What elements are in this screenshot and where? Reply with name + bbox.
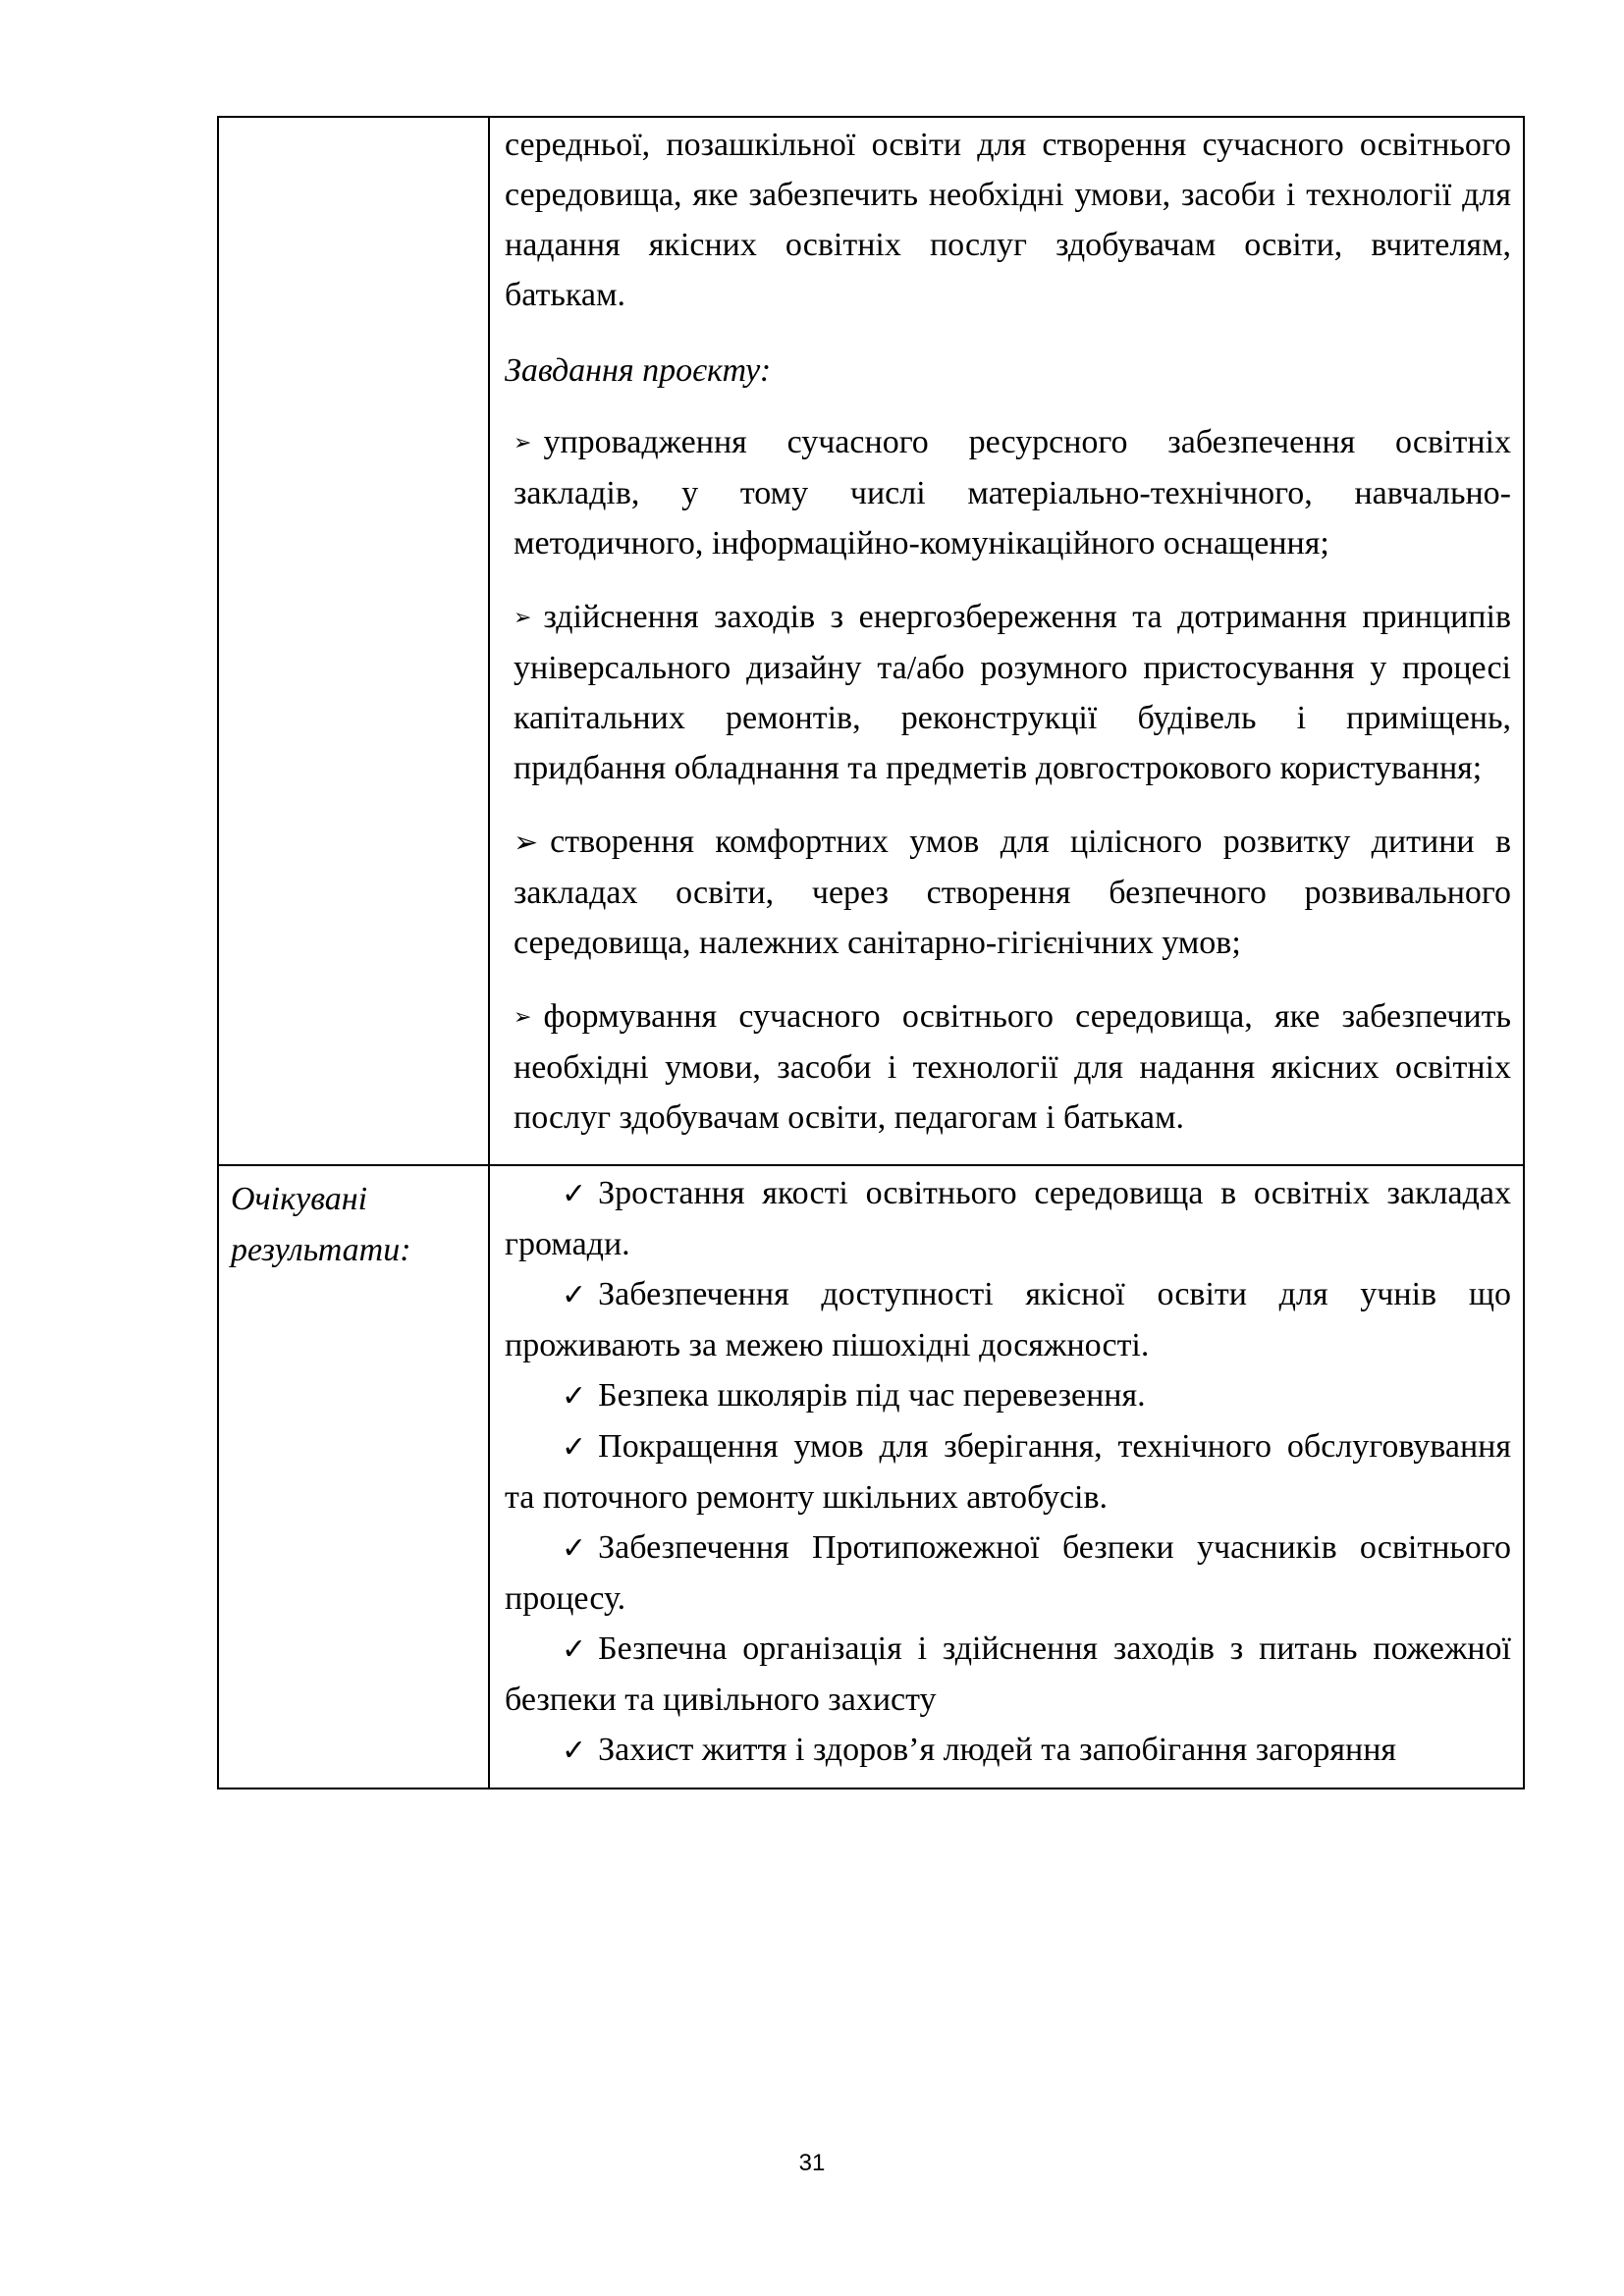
result-item [505,1624,1511,1725]
tasks-heading: Завдання проєкту: [505,352,772,389]
result-text: Покращення умов для зберігання, технічного обслуговування та поточного ремонту шкільних автобусів. [505,1428,1511,1516]
row1-label-cell [218,117,489,1165]
task-item [514,417,1511,568]
task-text: здійснення заходів з енергозбереження та дотримання принципів універсального дизайну та/або розумного пристосування у процесі капітальних ремонтів, реконструкції будівель і приміщень, придбання обладнання та предметів довгострокового користування; [514,599,1511,786]
checkmark-icon: ✓ [562,1734,587,1768]
result-item [505,1269,1511,1370]
task-text: упровадження сучасного ресурсного забезпечення освітніх закладів, у тому числі матеріально-технічного, навчально-методичного, інформаційно-комунікаційного оснащення; [514,424,1511,561]
checkmark-icon: ✓ [562,1177,587,1211]
table-row [218,1165,1524,1789]
expected-results-label: Очікувані результати: [218,1165,489,1789]
result-item [505,1725,1511,1776]
result-text: Забезпечення доступності якісної освіти для учнів що проживають за межею пішохідні досяжності. [505,1276,1511,1363]
page-number: 31 [798,2150,826,2176]
result-item [505,1421,1511,1522]
task-item [514,592,1511,793]
results-cell [489,1165,1524,1789]
arrow-bullet-icon: ➢ [514,431,532,455]
arrow-bullet-icon: ➢ [514,1005,532,1030]
table-row [218,117,1524,1165]
result-item [505,1168,1511,1269]
task-item [514,991,1511,1143]
task-text: формування сучасного освітнього середовища, яке забезпечить необхідні умови, засоби і технології для надання якісних освітніх послуг здобувачам освіти, педагогам і батькам. [514,998,1511,1136]
result-item [505,1522,1511,1624]
checkmark-icon: ✓ [562,1632,587,1667]
result-text: Безпека школярів під час перевезення. [598,1377,1146,1414]
intro-paragraph: середньої, позашкільної освіти для створення сучасного освітнього середовища, яке забезпечить необхідні умови, засоби і технології для надання якісних освітніх послуг здобувачам освіти, вчителям, батькам. [505,127,1511,313]
project-table [217,116,1525,1789]
result-text: Безпечна організація і здійснення заходів з питань пожежної безпеки та цивільного захисту [505,1630,1511,1718]
arrow-bullet-icon: ➢ [514,826,539,860]
result-text: Зростання якості освітнього середовища в освітніх закладах громади. [505,1175,1511,1262]
checkmark-icon: ✓ [562,1278,587,1312]
result-text: Забезпечення Протипожежної безпеки учасників освітнього процесу. [505,1529,1511,1617]
arrow-bullet-icon: ➢ [514,606,532,630]
result-item [505,1370,1511,1421]
result-text: Захист життя і здоров’я людей та запобігання загоряння [598,1732,1397,1768]
checkmark-icon: ✓ [562,1531,587,1566]
checkmark-icon: ✓ [562,1430,587,1465]
checkmark-icon: ✓ [562,1379,587,1414]
row1-content-cell [489,117,1524,1165]
task-text: створення комфортних умов для цілісного розвитку дитини в закладах освіти, через створення безпечного розвивального середовища, належних санітарно-гігієнічних умов; [514,824,1511,961]
task-item [514,817,1511,968]
